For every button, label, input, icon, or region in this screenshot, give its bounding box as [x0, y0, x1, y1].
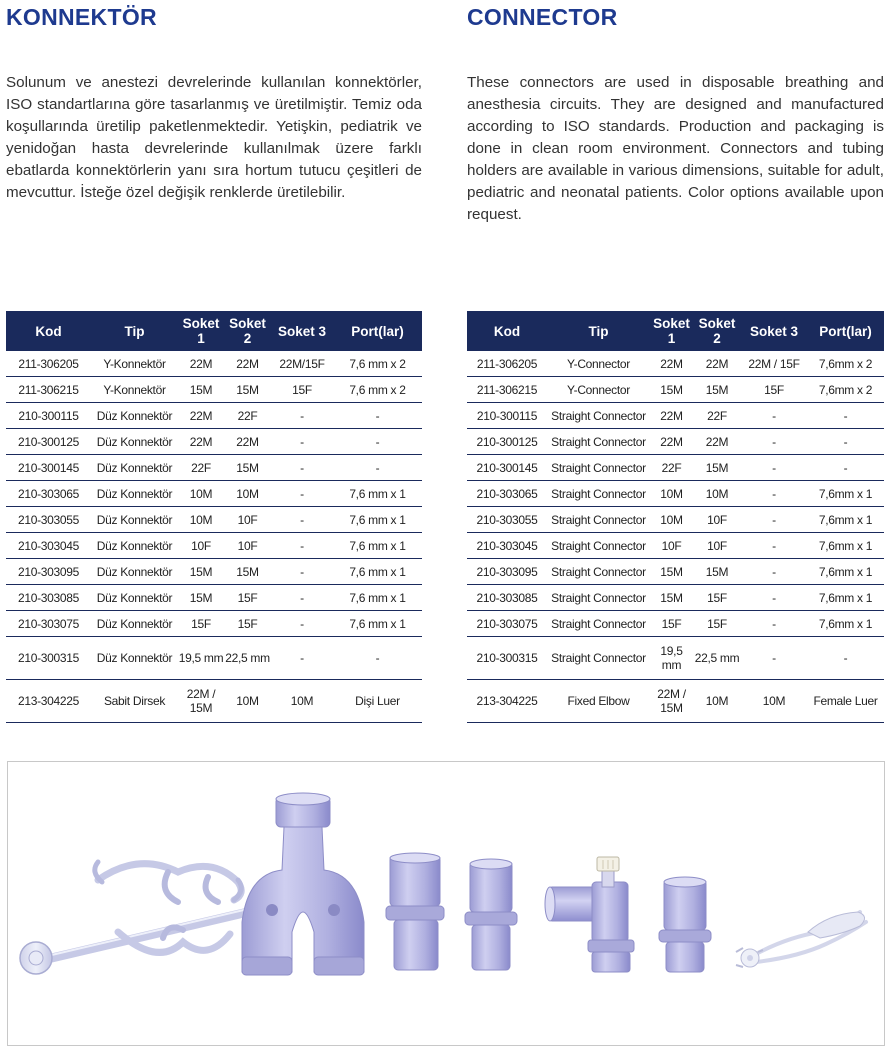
table-cell: 210-303075 [6, 611, 91, 637]
table-cell: Y-Connector [547, 377, 650, 403]
table-row [6, 481, 422, 507]
table-cell: 15F [178, 611, 224, 637]
table-cell: 210-300145 [6, 455, 91, 481]
column-header: Soket 2 [224, 311, 271, 351]
table-cell: 7,6 mm x 1 [333, 611, 422, 637]
table-cell: 22M [178, 429, 224, 455]
column-header: Soket 1 [178, 311, 224, 351]
table-cell: Female Luer [807, 680, 884, 723]
column-header: Soket 3 [741, 311, 807, 351]
table-cell: 7,6mm x 2 [807, 377, 884, 403]
column-header: Soket 3 [271, 311, 333, 351]
table-cell: - [741, 481, 807, 507]
table-cell: 15F [224, 585, 271, 611]
table-cell: 10F [224, 533, 271, 559]
table-cell: 15M [224, 559, 271, 585]
table-cell: 7,6mm x 1 [807, 611, 884, 637]
table-cell: Y-Konnektör [91, 377, 178, 403]
table-cell: 22M [693, 429, 741, 455]
table-cell: Düz Konnektör [91, 481, 178, 507]
table-row [467, 611, 884, 637]
table-cell: 10M [650, 507, 693, 533]
table-cell: 210-303055 [467, 507, 547, 533]
table-cell: - [271, 611, 333, 637]
table-cell: Straight Connector [547, 455, 650, 481]
table-cell: Straight Connector [547, 533, 650, 559]
table-cell: 10M [693, 481, 741, 507]
table-row [6, 680, 422, 723]
table-cell: 15M [224, 455, 271, 481]
table-row [467, 507, 884, 533]
table-header-row [6, 311, 422, 351]
table-cell: Fixed Elbow [547, 680, 650, 723]
table-cell: - [271, 481, 333, 507]
table-cell: 210-303045 [467, 533, 547, 559]
table-cell: 210-303055 [6, 507, 91, 533]
table-cell: - [271, 403, 333, 429]
table-cell: 22F [650, 455, 693, 481]
table-cell: Straight Connector [547, 585, 650, 611]
table-cell: - [741, 429, 807, 455]
table-cell: - [271, 507, 333, 533]
table-cell: Straight Connector [547, 429, 650, 455]
table-cell: - [741, 637, 807, 680]
table-cell: 10F [693, 507, 741, 533]
table-cell: 22M [178, 351, 224, 377]
table-row [6, 585, 422, 611]
table-cell: 7,6 mm x 1 [333, 585, 422, 611]
table-cell: 15M [693, 455, 741, 481]
table-cell: 10M [224, 680, 271, 723]
table-cell: 22F [178, 455, 224, 481]
description-en: These connectors are used in disposable breathing and anesthesia circuits. They are designed and manufactured according to ISO standards. Production and packaging is done in clean room environment. Connectors and tubing holders are available in various dimensions, suitable for adult, pediatric and neonatal patients. Color options available upon request. [467, 74, 884, 223]
column-header: Tip [547, 311, 650, 351]
table-cell: 10M [650, 481, 693, 507]
table-cell: 211-306215 [467, 377, 547, 403]
table-row [467, 637, 884, 680]
table-row [6, 429, 422, 455]
table-cell: 22M [224, 429, 271, 455]
table-cell: 10F [224, 507, 271, 533]
table-cell: 15F [224, 611, 271, 637]
table-cell: Düz Konnektör [91, 429, 178, 455]
table-cell: Y-Konnektör [91, 351, 178, 377]
table-cell: - [271, 533, 333, 559]
table-cell: 7,6 mm x 2 [333, 377, 422, 403]
table-cell: 213-304225 [6, 680, 91, 723]
table-cell: 15M [224, 377, 271, 403]
table-cell: 22M / 15F [741, 351, 807, 377]
table-row [467, 680, 884, 723]
straight-connector-image [465, 859, 517, 970]
table-cell: Düz Konnektör [91, 403, 178, 429]
table-cell: 210-300145 [467, 455, 547, 481]
table-cell: 210-303095 [467, 559, 547, 585]
table-cell: Düz Konnektör [91, 611, 178, 637]
y-connector-image [242, 793, 364, 975]
table-cell: 211-306205 [6, 351, 91, 377]
table-cell: 10M [178, 481, 224, 507]
table-cell: 7,6mm x 1 [807, 585, 884, 611]
table-cell: 19,5 mm [178, 637, 224, 680]
table-cell: Dişi Luer [333, 680, 422, 723]
table-cell: Düz Konnektör [91, 507, 178, 533]
table-row [467, 455, 884, 481]
table-cell: - [333, 429, 422, 455]
table-cell: 10F [178, 533, 224, 559]
table-cell: 10M [224, 481, 271, 507]
table-cell: 15M [693, 377, 741, 403]
table-cell: 10M [178, 507, 224, 533]
table-cell: 7,6mm x 1 [807, 559, 884, 585]
table-cell: 7,6 mm x 1 [333, 481, 422, 507]
column-header: Soket 1 [650, 311, 693, 351]
table-cell: 22M / 15M [650, 680, 693, 723]
table-cell: 22F [693, 403, 741, 429]
table-cell: 210-300125 [467, 429, 547, 455]
table-row [467, 377, 884, 403]
table-cell: 22F [224, 403, 271, 429]
table-cell: 22M [178, 403, 224, 429]
table-cell: 22M [650, 351, 693, 377]
table-row [467, 533, 884, 559]
table-row [6, 559, 422, 585]
table-cell: Düz Konnektör [91, 637, 178, 680]
table-cell: 22,5 mm [224, 637, 271, 680]
table-cell: 10M [693, 680, 741, 723]
table-cell: 15M [650, 585, 693, 611]
table-cell: 211-306205 [467, 351, 547, 377]
table-cell: 22M / 15M [178, 680, 224, 723]
table-cell: 7,6 mm x 1 [333, 559, 422, 585]
table-cell: Düz Konnektör [91, 533, 178, 559]
table-cell: 22M [224, 351, 271, 377]
table-cell: - [271, 585, 333, 611]
table-cell: 210-300125 [6, 429, 91, 455]
table-cell: - [741, 455, 807, 481]
table-row [6, 637, 422, 680]
fixed-elbow-image [545, 857, 634, 972]
table-cell: Y-Connector [547, 351, 650, 377]
table-cell: - [333, 455, 422, 481]
table-cell: 210-300315 [467, 637, 547, 680]
description-tr: Solunum ve anestezi devrelerinde kullanılan konnektörler, ISO standartlarına göre tasarlanmış ve üretilmiştir. Temiz oda koşullarında üretilip paketlenmektedir. Yetişkin, pediatrik ve yenidoğan hasta devrelerinde kullanılmak üzere farklı ebatlarda konnektörlerin yanı sıra hortum tutucu çeşitleri de mevcuttur. İsteğe özel değişik renklerde üretilebilir. [6, 74, 422, 201]
table-cell: - [741, 585, 807, 611]
table-cell: 7,6mm x 1 [807, 481, 884, 507]
table-cell: 22M [650, 403, 693, 429]
table-row [6, 377, 422, 403]
table-cell: 22,5 mm [693, 637, 741, 680]
column-header: Tip [91, 311, 178, 351]
column-header: Kod [467, 311, 547, 351]
table-cell: - [741, 533, 807, 559]
table-cell: 210-303085 [6, 585, 91, 611]
table-cell: - [271, 637, 333, 680]
table-row [6, 533, 422, 559]
straight-connector-image [386, 853, 444, 970]
table-cell: 10M [741, 680, 807, 723]
table-row [6, 351, 422, 377]
table-cell: - [271, 455, 333, 481]
straight-connector-image [659, 877, 711, 972]
table-cell: 15M [178, 559, 224, 585]
table-cell: Straight Connector [547, 403, 650, 429]
table-cell: - [807, 455, 884, 481]
table-cell: Straight Connector [547, 481, 650, 507]
table-row [467, 585, 884, 611]
spec-table-tr [6, 311, 422, 723]
table-cell: - [333, 637, 422, 680]
section-title-tr: KONNEKTÖR [6, 4, 157, 30]
table-cell: 15F [741, 377, 807, 403]
table-header-row [467, 311, 884, 351]
table-cell: - [807, 429, 884, 455]
product-photo [7, 761, 885, 1046]
section-title-en: CONNECTOR [467, 4, 618, 30]
table-cell: 15F [650, 611, 693, 637]
table-cell: - [807, 637, 884, 680]
table-cell: Straight Connector [547, 507, 650, 533]
table-cell: 210-303085 [467, 585, 547, 611]
table-cell: Düz Konnektör [91, 585, 178, 611]
table-cell: - [271, 559, 333, 585]
table-cell: 15F [693, 585, 741, 611]
table-cell: Sabit Dirsek [91, 680, 178, 723]
table-cell: Düz Konnektör [91, 559, 178, 585]
table-cell: 7,6 mm x 2 [333, 351, 422, 377]
table-cell: 211-306215 [6, 377, 91, 403]
neonatal-holder-image [736, 912, 866, 967]
table-cell: - [333, 403, 422, 429]
table-cell: 10F [650, 533, 693, 559]
table-cell: 22M [650, 429, 693, 455]
column-header: Port(lar) [807, 311, 884, 351]
table-cell: 15F [271, 377, 333, 403]
table-row [6, 403, 422, 429]
table-row [6, 455, 422, 481]
table-cell: 210-303065 [467, 481, 547, 507]
table-cell: 10M [271, 680, 333, 723]
table-cell: 15M [650, 377, 693, 403]
table-cell: 7,6mm x 1 [807, 507, 884, 533]
table-cell: 7,6 mm x 1 [333, 507, 422, 533]
table-cell: 210-303065 [6, 481, 91, 507]
table-cell: 210-300315 [6, 637, 91, 680]
table-row [467, 351, 884, 377]
table-cell: 7,6mm x 1 [807, 533, 884, 559]
table-cell: - [271, 429, 333, 455]
table-cell: - [741, 507, 807, 533]
table-cell: Straight Connector [547, 637, 650, 680]
table-cell: 210-300115 [467, 403, 547, 429]
table-row [467, 403, 884, 429]
column-header: Soket 2 [693, 311, 741, 351]
table-cell: Straight Connector [547, 611, 650, 637]
table-row [6, 507, 422, 533]
table-row [467, 481, 884, 507]
tubing-holder-image [20, 862, 248, 974]
table-row [467, 429, 884, 455]
table-cell: 22M [693, 351, 741, 377]
table-cell: - [741, 611, 807, 637]
table-cell: 22M/15F [271, 351, 333, 377]
table-cell: 210-303075 [467, 611, 547, 637]
column-header: Kod [6, 311, 91, 351]
table-cell: 15M [178, 377, 224, 403]
spec-table-en [467, 311, 884, 723]
table-cell: 210-303095 [6, 559, 91, 585]
table-row [6, 611, 422, 637]
table-cell: - [741, 559, 807, 585]
table-cell: 15M [693, 559, 741, 585]
table-cell: 210-300115 [6, 403, 91, 429]
table-cell: 7,6mm x 2 [807, 351, 884, 377]
table-cell: Düz Konnektör [91, 455, 178, 481]
table-cell: 213-304225 [467, 680, 547, 723]
table-cell: 7,6 mm x 1 [333, 533, 422, 559]
table-row [467, 559, 884, 585]
table-cell: 19,5 mm [650, 637, 693, 680]
table-cell: 15F [693, 611, 741, 637]
table-cell: - [807, 403, 884, 429]
table-cell: 15M [178, 585, 224, 611]
table-cell: 15M [650, 559, 693, 585]
table-cell: 210-303045 [6, 533, 91, 559]
table-cell: - [741, 403, 807, 429]
column-header: Port(lar) [333, 311, 422, 351]
table-cell: Straight Connector [547, 559, 650, 585]
table-cell: 10F [693, 533, 741, 559]
